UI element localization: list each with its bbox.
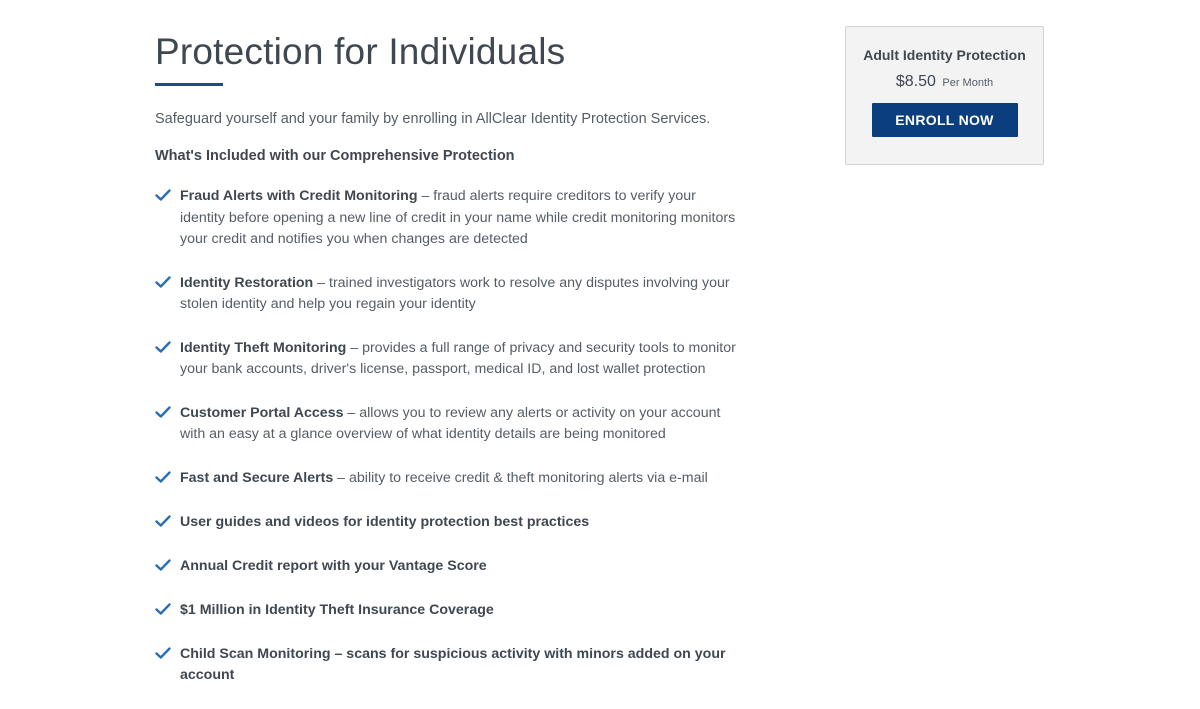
checkmark-icon xyxy=(155,405,171,419)
feature-title: Identity Theft Monitoring xyxy=(180,339,347,356)
feature-title: Customer Portal Access xyxy=(180,404,344,421)
main-content xyxy=(155,30,755,683)
price-unit: Per Month xyxy=(942,77,994,89)
feature-title: Child Scan Monitoring – scans for suspicious activity with minors added on your account xyxy=(180,645,726,683)
feature-title: Annual Credit report with your Vantage Score xyxy=(180,557,487,574)
feature-dash: – xyxy=(417,188,434,204)
feature-item xyxy=(155,556,740,578)
checkmark-icon xyxy=(155,275,171,289)
price-value: $8.50 xyxy=(895,73,936,90)
feature-dash: – xyxy=(333,469,350,486)
feature-dash: – xyxy=(343,404,360,421)
feature-description: provides a full range of privacy and security tools to monitor your bank accounts, driver's license, passport, medical ID, and lost wallet protection xyxy=(180,339,736,377)
feature-item xyxy=(155,468,740,490)
feature-description: ability to receive credit & theft monitoring alerts via e-mail xyxy=(349,469,708,486)
checkmark-icon xyxy=(155,514,171,528)
checkmark-icon xyxy=(155,340,171,354)
feature-dash: – xyxy=(313,274,329,291)
enroll-now-button[interactable]: ENROLL NOW xyxy=(872,103,1018,137)
feature-title: User guides and videos for identity protection best practices xyxy=(180,513,590,530)
plan-name: Adult Identity Protection xyxy=(863,47,1026,63)
section-subhead: What's Included with our Comprehensive Protection xyxy=(155,148,515,164)
checkmark-icon xyxy=(155,646,171,660)
feature-item xyxy=(155,600,740,622)
feature-title: Fraud Alerts with Credit Monitoring xyxy=(180,188,418,204)
intro-text: Safeguard yourself and your family by enrolling in AllClear Identity Protection Services. xyxy=(155,111,711,127)
page-title: Protection for Individuals xyxy=(155,31,566,72)
pricing-card xyxy=(845,26,1044,165)
feature-item xyxy=(155,273,740,316)
checkmark-icon xyxy=(155,602,171,616)
feature-item xyxy=(155,186,740,251)
feature-dash: – xyxy=(346,339,363,356)
feature-description: allows you to review any alerts or activity on your account with an easy at a glance overview of what identity details are being monitored xyxy=(180,404,721,442)
feature-item xyxy=(155,338,740,381)
checkmark-icon xyxy=(155,558,171,572)
feature-title: $1 Million in Identity Theft Insurance Coverage xyxy=(180,601,494,618)
feature-item xyxy=(155,512,740,534)
feature-list xyxy=(155,186,740,709)
feature-item xyxy=(155,403,740,446)
feature-title: Identity Restoration xyxy=(180,274,314,291)
checkmark-icon xyxy=(155,470,171,484)
title-underline xyxy=(155,83,223,86)
feature-item xyxy=(155,644,740,687)
feature-description: trained investigators work to resolve any disputes involving your stolen identity and help you regain your identity xyxy=(180,274,730,312)
price-row xyxy=(846,73,1043,91)
checkmark-icon xyxy=(155,188,171,202)
feature-title: Fast and Secure Alerts xyxy=(180,469,334,486)
feature-description: fraud alerts require creditors to verify your identity before opening a new line of credit in your name while credit monitoring monitors your credit and notifies you when changes are detected xyxy=(180,188,736,247)
